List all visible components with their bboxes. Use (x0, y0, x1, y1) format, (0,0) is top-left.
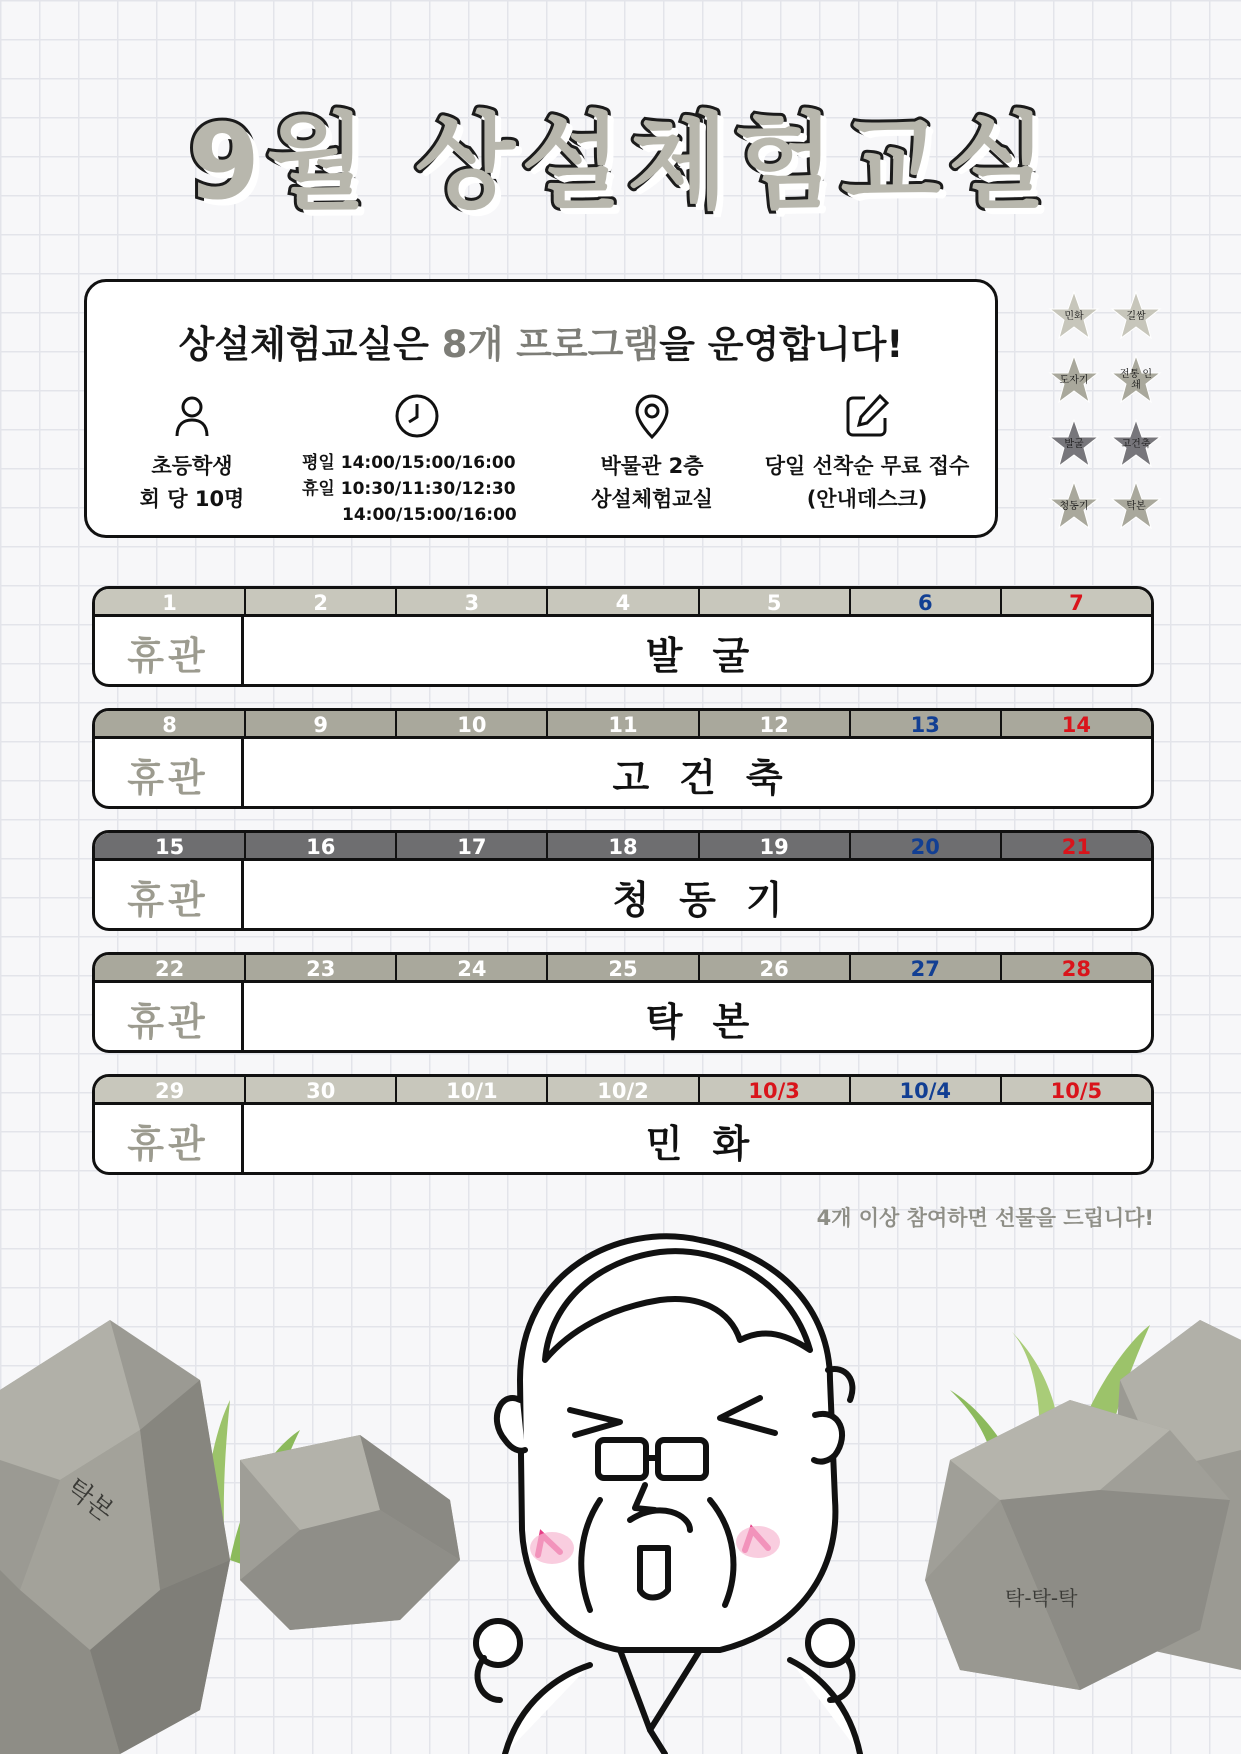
day-cell: 11 (548, 711, 699, 739)
page-title: 9월 상설체험교실 (187, 101, 1054, 223)
target-info (107, 392, 277, 516)
closed-label: 휴관 (95, 1105, 244, 1175)
program-name: 탁본 (645, 999, 780, 1044)
info-box (84, 279, 998, 538)
day-cell: 14 (1002, 711, 1151, 739)
rock-left-label: 탁본 (60, 1473, 119, 1528)
star-label: 탁본 (1126, 500, 1146, 512)
rock-small (240, 1435, 460, 1630)
signup-info (747, 392, 987, 516)
headline-highlight: 8개 프로그램 (441, 323, 660, 366)
day-cell: 10/2 (548, 1077, 699, 1105)
day-cell: 10/1 (397, 1077, 548, 1105)
day-cell: 5 (700, 589, 851, 617)
week-header (95, 833, 1151, 861)
day-cell: 26 (700, 955, 851, 983)
day-cell: 7 (1002, 589, 1151, 617)
week-body (95, 1105, 1151, 1175)
day-cell: 8 (95, 711, 246, 739)
day-cell: 28 (1002, 955, 1151, 983)
star-label: 민화 (1064, 310, 1084, 322)
star-badge (1048, 290, 1100, 342)
day-cell: 10/4 (851, 1077, 1002, 1105)
closed-label: 휴관 (95, 983, 244, 1053)
place-line-2: 상설체험교실 (591, 487, 713, 511)
day-cell: 2 (246, 589, 397, 617)
star-label: 길쌈 (1126, 310, 1146, 322)
week-body (95, 739, 1151, 809)
info-headline (87, 314, 995, 368)
program-name: 민화 (645, 1121, 780, 1166)
star-label: 발굴 (1064, 438, 1084, 450)
week-row (92, 708, 1154, 809)
week-row (92, 1074, 1154, 1175)
headline-post: 을 운영합니다! (659, 323, 904, 366)
day-cell: 18 (548, 833, 699, 861)
clock-icon (393, 392, 441, 440)
star-badge (1110, 418, 1162, 470)
time-info (297, 392, 537, 528)
rock-right-label: 탁-탁-탁 (1005, 1586, 1078, 1610)
day-cell: 27 (851, 955, 1002, 983)
day-cell: 25 (548, 955, 699, 983)
day-cell: 12 (700, 711, 851, 739)
place-info (557, 392, 747, 516)
week-body (95, 861, 1151, 931)
program-name: 고건축 (612, 755, 813, 800)
star-label: 전통 인쇄 (1119, 369, 1153, 391)
day-cell: 17 (397, 833, 548, 861)
star-label: 고건축 (1121, 438, 1151, 450)
star-badge (1110, 480, 1162, 532)
signup-line-1: 당일 선착순 무료 접수 (764, 454, 970, 478)
location-pin-icon (628, 392, 676, 440)
target-line-1: 초등학생 (151, 454, 233, 478)
day-cell: 15 (95, 833, 246, 861)
day-cell: 10/5 (1002, 1077, 1151, 1105)
character (476, 1236, 860, 1754)
day-cell: 22 (95, 955, 246, 983)
illustration (0, 1230, 1241, 1754)
time-line-2: 휴일 10:30/11:30/12:30 (302, 479, 516, 499)
day-cell: 20 (851, 833, 1002, 861)
week-row (92, 830, 1154, 931)
week-body (95, 617, 1151, 687)
closed-label: 휴관 (95, 861, 244, 931)
day-cell: 29 (95, 1077, 246, 1105)
program-name: 발굴 (645, 633, 780, 678)
week-header (95, 711, 1151, 739)
week-header (95, 589, 1151, 617)
closed-label: 휴관 (95, 739, 244, 809)
day-cell: 21 (1002, 833, 1151, 861)
star-label: 도자기 (1059, 374, 1089, 386)
time-line-1: 평일 14:00/15:00/16:00 (302, 453, 516, 473)
star-label: 청동기 (1059, 500, 1089, 512)
person-icon (168, 392, 216, 440)
day-cell: 23 (246, 955, 397, 983)
day-cell: 4 (548, 589, 699, 617)
star-badge (1110, 354, 1162, 406)
day-cell: 30 (246, 1077, 397, 1105)
day-cell: 10 (397, 711, 548, 739)
day-cell: 1 (95, 589, 246, 617)
closed-label: 휴관 (95, 617, 244, 687)
target-line-2: 회 당 10명 (139, 487, 245, 511)
week-body (95, 983, 1151, 1053)
day-cell: 13 (851, 711, 1002, 739)
gift-note: 4개 이상 참여하면 선물을 드립니다! (816, 1206, 1154, 1230)
rock-left (0, 1320, 230, 1754)
day-cell: 16 (246, 833, 397, 861)
star-badge (1048, 418, 1100, 470)
star-badge (1048, 354, 1100, 406)
program-name: 청동기 (612, 877, 813, 922)
place-line-1: 박물관 2층 (600, 454, 704, 478)
week-row (92, 586, 1154, 687)
day-cell: 19 (700, 833, 851, 861)
week-row (92, 952, 1154, 1053)
day-cell: 9 (246, 711, 397, 739)
star-badge (1110, 290, 1162, 342)
day-cell: 10/3 (700, 1077, 851, 1105)
day-cell: 3 (397, 589, 548, 617)
time-line-3: 14:00/15:00/16:00 (342, 505, 517, 525)
signup-line-2: (안내데스크) (806, 487, 928, 511)
week-header (95, 955, 1151, 983)
day-cell: 24 (397, 955, 548, 983)
headline-pre: 상설체험교실은 (178, 323, 442, 366)
edit-icon (843, 392, 891, 440)
star-badge (1048, 480, 1100, 532)
day-cell: 6 (851, 589, 1002, 617)
week-header (95, 1077, 1151, 1105)
